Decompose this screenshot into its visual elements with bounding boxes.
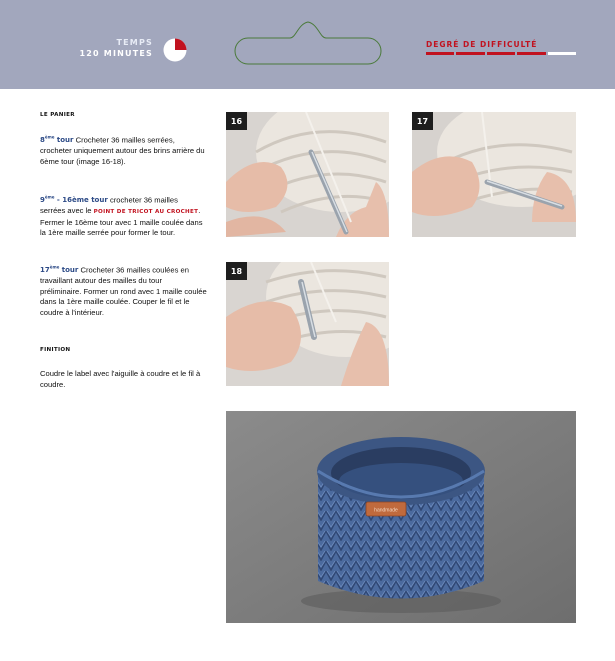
- step-17-label: 17ème tour: [40, 265, 79, 275]
- finish-text: Coudre le label avec l'aiguille à coudre et le fil à coudre.: [40, 369, 201, 389]
- step-17-line-4: dans la 1ère maille coulée. Couper le fil et le: [40, 297, 190, 307]
- step-8-line-3: 6ème tour (image 16-18).: [40, 156, 126, 166]
- step-8-line-1: Crocheter 36 mailles serrées,: [75, 135, 175, 145]
- step-9-line-2a: serrées avec le: [40, 205, 94, 215]
- time-label: TEMPS: [116, 38, 153, 47]
- photo-step-16: [226, 112, 389, 237]
- difficulty-segment: [487, 52, 515, 55]
- step-9-line-1: crocheter 36 mailles: [109, 195, 178, 205]
- step-8-label: 8ème tour: [40, 135, 74, 145]
- step-8-line-2: crocheter uniquement autour des brins arrière du: [40, 145, 205, 155]
- step-17: [40, 263, 215, 318]
- step-17-line-3: préliminaire. Former un rond avec 1 maille coulée: [40, 286, 207, 296]
- difficulty-segment: [548, 52, 576, 55]
- difficulty-segment: [456, 52, 484, 55]
- step-8: [40, 133, 210, 167]
- step-17-line-1: Crocheter 36 mailles coulées en: [80, 265, 189, 275]
- finish-title: FINITION: [40, 347, 71, 353]
- photo-finished-basket: [226, 411, 576, 623]
- time-value: 120 MINUTES: [79, 49, 153, 58]
- step-9-line-4: la 1ère maille serrée pour former le tour.: [40, 228, 176, 238]
- section-title: LE PANIER: [40, 112, 75, 118]
- difficulty-segment: [426, 52, 454, 55]
- photo-17-number: 17: [412, 112, 433, 130]
- time-pie-icon: [163, 38, 187, 62]
- step-9-label: 9ème - 16ème tour: [40, 195, 108, 205]
- difficulty-meter: [426, 52, 576, 55]
- header-tab-shape: [234, 18, 382, 68]
- difficulty-label: DEGRÉ DE DIFFICULTÉ: [426, 40, 538, 49]
- photo-step-18: [226, 262, 389, 386]
- photo-16-number: 16: [226, 112, 247, 130]
- step-17-line-5: coudre à l'intérieur.: [40, 307, 104, 317]
- step-17-line-2: travaillant autour des mailles du tour: [40, 275, 162, 285]
- time-block: [80, 37, 154, 59]
- difficulty-segment: [517, 52, 545, 55]
- stitch-name: POINT DE TRICOT AU CROCHET: [93, 208, 199, 215]
- leather-label-text: handmade: [374, 507, 398, 514]
- step-9-line-3: Fermer le 16ème tour avec 1 maille coulée dans: [40, 217, 203, 227]
- photo-18-number: 18: [226, 262, 247, 280]
- step-9-16: 9ème - 16ème tour crocheter 36 mailles serrées avec le POINT DE TRICOT AU CROCHET. Fermer le 16ème tour avec 1 maille coulée dans la 1ère maille serrée pour former le tour.: [40, 195, 203, 238]
- photo-step-17: [412, 112, 576, 237]
